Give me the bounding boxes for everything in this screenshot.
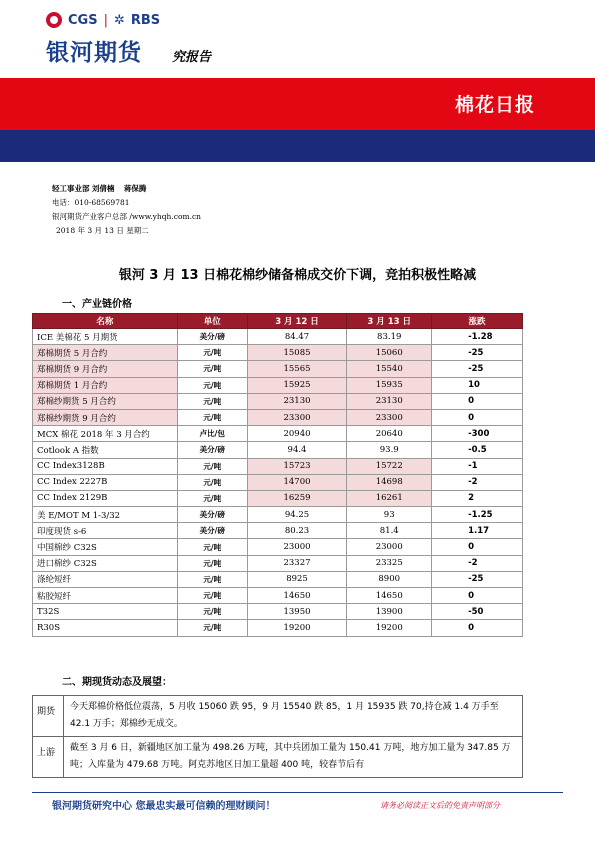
- report-date: 2018 年 3 月 13 日 星期二: [56, 226, 149, 235]
- cell-mar13: 8900: [347, 571, 432, 587]
- footer-disclaimer: 请务必阅读正文后的免责声明部分: [380, 801, 500, 810]
- cell-name: 涤纶短纤: [33, 571, 178, 587]
- cell-name: ICE 美棉花 5 月期货: [33, 329, 178, 345]
- cell-mar13: 23000: [347, 539, 432, 555]
- cell-change: 0: [432, 620, 523, 636]
- analysis-text: 今天郑棉价格低位震荡，5 月收 15060 跌 95，9 月 15540 跌 85，1 月 15935 跌 70,持仓减 1.4 万手至 42.1 万手；郑棉纱无成交。: [64, 696, 523, 737]
- cell-mar12: 23130: [247, 393, 347, 409]
- section-heading-prices: 一、产业链价格: [62, 299, 132, 310]
- section-heading-outlook: 二、期现货动态及展望：: [62, 677, 172, 688]
- analysis-text: 截至 3 月 6 日，新疆地区加工量为 498.26 万吨，其中兵团加工量为 150.41 万吨，地方加工量为 347.85 万吨；入库量为 479.68 万吨。阿克苏地区日加工量超 400 吨，较春节后有: [64, 737, 523, 778]
- cell-change: -2: [432, 474, 523, 490]
- col-header-unit: 单位: [177, 314, 247, 329]
- cell-mar13: 83.19: [347, 329, 432, 345]
- cell-change: -0.5: [432, 442, 523, 458]
- table-row: [33, 393, 523, 409]
- cell-unit: 元/吨: [177, 588, 247, 604]
- table-row: [33, 458, 523, 474]
- cell-mar12: 8925: [247, 571, 347, 587]
- author-dept: 轻工事业部: [52, 184, 90, 193]
- cell-name: 粘胶短纤: [33, 588, 178, 604]
- table-row: [33, 426, 523, 442]
- author-line: [52, 184, 146, 194]
- cgs-logo-icon: [46, 12, 62, 28]
- cell-mar13: 23300: [347, 409, 432, 425]
- cell-unit: 元/吨: [177, 474, 247, 490]
- cell-change: -50: [432, 604, 523, 620]
- cell-mar12: 23000: [247, 539, 347, 555]
- cell-mar13: 19200: [347, 620, 432, 636]
- report-title: 银河 3 月 13 日棉花棉纱储备棉成交价下调，竞拍积极性略减: [118, 268, 477, 283]
- analysis-row: [33, 737, 523, 778]
- cell-unit: 元/吨: [177, 377, 247, 393]
- cell-name: MCX 棉花 2018 年 3 月合约: [33, 426, 178, 442]
- table-row: [33, 523, 523, 539]
- cell-name: R30S: [33, 620, 178, 636]
- analysis-key: 上游: [33, 737, 64, 778]
- cell-name: 郑棉纱期货 5 月合约: [33, 393, 178, 409]
- cell-name: T32S: [33, 604, 178, 620]
- cell-change: 10: [432, 377, 523, 393]
- cell-name: 郑棉期货 5 月合约: [33, 345, 178, 361]
- cell-change: 1.17: [432, 523, 523, 539]
- table-row: [33, 474, 523, 490]
- cell-mar12: 23327: [247, 555, 347, 571]
- cell-mar13: 15060: [347, 345, 432, 361]
- cell-change: 0: [432, 409, 523, 425]
- col-header-name: 名称: [33, 314, 178, 329]
- cell-mar12: 14650: [247, 588, 347, 604]
- table-row: [33, 555, 523, 571]
- cell-unit: 卢比/包: [177, 426, 247, 442]
- cell-mar12: 20940: [247, 426, 347, 442]
- cell-unit: 元/吨: [177, 539, 247, 555]
- cell-mar13: 15540: [347, 361, 432, 377]
- table-row: [33, 490, 523, 506]
- table-row: [33, 539, 523, 555]
- cell-unit: 美分/磅: [177, 329, 247, 345]
- table-row: [33, 620, 523, 636]
- cell-change: -300: [432, 426, 523, 442]
- cell-mar13: 23325: [347, 555, 432, 571]
- table-row: [33, 604, 523, 620]
- cell-unit: 元/吨: [177, 409, 247, 425]
- analysis-table: [32, 695, 523, 778]
- author-analyst-1: 刘倩楠: [91, 184, 115, 193]
- cell-change: 0: [432, 393, 523, 409]
- cell-change: -25: [432, 571, 523, 587]
- logo-cgs-text: CGS: [68, 12, 98, 28]
- cell-mar13: 20640: [347, 426, 432, 442]
- cell-unit: 美分/磅: [177, 507, 247, 523]
- logo-rbs-text: RBS: [130, 12, 161, 28]
- cell-mar13: 93: [347, 507, 432, 523]
- cell-unit: 元/吨: [177, 571, 247, 587]
- cell-unit: 美分/磅: [177, 442, 247, 458]
- author-analyst-2: 蒋保腾: [123, 184, 147, 193]
- cell-unit: 元/吨: [177, 555, 247, 571]
- cell-name: CC Index3128B: [33, 458, 178, 474]
- cell-mar12: 23300: [247, 409, 347, 425]
- cell-change: -1: [432, 458, 523, 474]
- cell-mar12: 94.4: [247, 442, 347, 458]
- cell-mar13: 15935: [347, 377, 432, 393]
- cell-name: 进口棉纱 C32S: [33, 555, 178, 571]
- report-type: 究报告: [172, 50, 212, 65]
- price-table: [32, 313, 523, 637]
- cell-mar12: 84.47: [247, 329, 347, 345]
- cell-change: -1.25: [432, 507, 523, 523]
- cell-mar12: 15565: [247, 361, 347, 377]
- logo: [46, 10, 160, 30]
- cell-name: 郑棉期货 1 月合约: [33, 377, 178, 393]
- author-site: 银河期货产业客户总部 /www.yhqh.com.cn: [52, 212, 201, 221]
- cell-change: 0: [432, 588, 523, 604]
- cell-mar13: 15722: [347, 458, 432, 474]
- table-row: [33, 507, 523, 523]
- cell-mar12: 94.25: [247, 507, 347, 523]
- cell-mar12: 19200: [247, 620, 347, 636]
- brand-name: 银河期货: [46, 40, 142, 66]
- cell-name: 中国棉纱 C32S: [33, 539, 178, 555]
- cell-name: 印度现货 s-6: [33, 523, 178, 539]
- table-row: [33, 409, 523, 425]
- cell-name: 郑棉期货 9 月合约: [33, 361, 178, 377]
- cell-mar12: 80.23: [247, 523, 347, 539]
- table-row: [33, 361, 523, 377]
- cell-unit: 元/吨: [177, 620, 247, 636]
- footer-slogan: 银河期货研究中心 您最忠实最可信赖的理财顾问！: [52, 801, 276, 812]
- cell-unit: 元/吨: [177, 458, 247, 474]
- cell-mar12: 13950: [247, 604, 347, 620]
- table-row: [33, 571, 523, 587]
- cell-change: -1.28: [432, 329, 523, 345]
- analysis-key: 期货: [33, 696, 64, 737]
- cell-mar12: 16259: [247, 490, 347, 506]
- cell-mar13: 14650: [347, 588, 432, 604]
- cell-mar12: 15723: [247, 458, 347, 474]
- cell-unit: 元/吨: [177, 490, 247, 506]
- cell-mar13: 16261: [347, 490, 432, 506]
- cell-mar13: 93.9: [347, 442, 432, 458]
- cell-unit: 元/吨: [177, 393, 247, 409]
- table-row: [33, 345, 523, 361]
- cell-change: -2: [432, 555, 523, 571]
- cell-change: 2: [432, 490, 523, 506]
- cell-mar12: 15085: [247, 345, 347, 361]
- cell-mar12: 14700: [247, 474, 347, 490]
- cell-mar13: 23130: [347, 393, 432, 409]
- cell-name: CC Index 2227B: [33, 474, 178, 490]
- cell-unit: 元/吨: [177, 604, 247, 620]
- cell-name: 美 E/MOT M 1-3/32: [33, 507, 178, 523]
- rbs-logo-icon: ✲: [113, 12, 125, 28]
- cell-mar13: 81.4: [347, 523, 432, 539]
- banner-navy: [0, 130, 595, 162]
- table-header-row: [33, 314, 523, 329]
- analysis-row: [33, 696, 523, 737]
- table-row: [33, 442, 523, 458]
- cell-name: CC Index 2129B: [33, 490, 178, 506]
- table-row: [33, 588, 523, 604]
- cell-name: 郑棉纱期货 9 月合约: [33, 409, 178, 425]
- cell-name: Cotlook A 指数: [33, 442, 178, 458]
- cell-mar13: 14698: [347, 474, 432, 490]
- cell-unit: 元/吨: [177, 361, 247, 377]
- col-header-mar12: 3 月 12 日: [247, 314, 347, 329]
- cell-change: 0: [432, 539, 523, 555]
- col-header-mar13: 3 月 13 日: [347, 314, 432, 329]
- banner-title: 棉花日报: [454, 94, 535, 116]
- author-phone: 电话：010-68569781: [52, 198, 130, 207]
- col-header-change: 涨跌: [432, 314, 523, 329]
- logo-separator: |: [103, 12, 108, 28]
- footer-divider: [32, 792, 563, 793]
- cell-unit: 元/吨: [177, 345, 247, 361]
- cell-mar13: 13900: [347, 604, 432, 620]
- table-row: [33, 377, 523, 393]
- cell-change: -25: [432, 361, 523, 377]
- cell-change: -25: [432, 345, 523, 361]
- table-row: [33, 329, 523, 345]
- cell-unit: 美分/磅: [177, 523, 247, 539]
- cell-mar12: 15925: [247, 377, 347, 393]
